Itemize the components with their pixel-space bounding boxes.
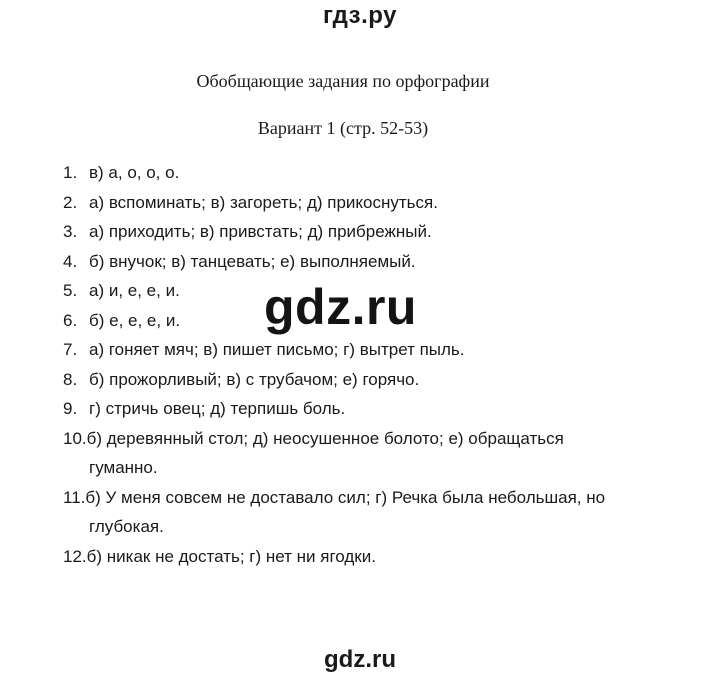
answer-number: 8.: [63, 369, 78, 389]
answer-item: [63, 188, 683, 218]
answer-number: 11.: [63, 487, 86, 507]
answer-number: 12.: [63, 546, 87, 566]
answer-number: 2.: [63, 192, 78, 212]
answer-item: [63, 542, 683, 572]
answer-continuation: глубокая.: [89, 517, 164, 536]
answer-continuation: гуманно.: [89, 458, 158, 477]
answer-number: 7.: [63, 340, 78, 359]
answer-item: [63, 394, 683, 424]
answer-item: [63, 217, 683, 247]
answer-item: [63, 365, 683, 395]
answer-text: а) и, е, е, и.: [89, 281, 180, 300]
answer-text: а) гоняет мяч; в) пишет письмо; г) вытрет пыль.: [89, 340, 465, 359]
answer-item: [63, 247, 683, 277]
answer-number: 3.: [63, 222, 78, 241]
answer-number: 10.: [63, 428, 87, 448]
answer-text: б) деревянный стол; д) неосушенное болото; е) обращаться: [86, 428, 564, 448]
answer-text: б) У меня совсем не доставало сил; г) Речка была небольшая, но: [85, 487, 606, 507]
answer-text: б) е, е, е, и.: [89, 310, 181, 330]
document-subtitle: Вариант 1 (стр. 52-53): [257, 118, 429, 138]
answer-number: 5.: [63, 281, 78, 300]
answer-text: б) внучок; в) танцевать; е) выполняемый.: [89, 251, 416, 271]
answer-item: [63, 158, 683, 188]
answer-number: 1.: [63, 163, 78, 182]
answer-text: а) вспоминать; в) загореть; д) прикоснуться.: [89, 192, 438, 212]
answer-text: б) прожорливый; в) с трубачом; е) горячо.: [89, 369, 420, 389]
document-title: Обобщающие задания по орфографии: [196, 71, 490, 91]
answer-text: а) приходить; в) привстать; д) прибрежный.: [89, 222, 432, 241]
answers-list: [63, 158, 683, 571]
answer-number: 4.: [63, 251, 78, 271]
answer-text: б) никак не достать; г) нет ни ягодки.: [86, 546, 376, 566]
answer-item: [63, 483, 683, 542]
answer-number: 6.: [63, 310, 78, 330]
answer-text: в) а, о, о, о.: [89, 163, 180, 182]
answer-item: [63, 335, 683, 365]
header-watermark: гдз.ру: [323, 2, 397, 29]
footer-watermark: gdz.ru: [324, 646, 396, 673]
answer-item: [63, 424, 683, 483]
center-watermark: gdz.ru: [264, 279, 417, 335]
answer-number: 9.: [63, 399, 78, 418]
answer-text: г) стричь овец; д) терпишь боль.: [89, 399, 346, 418]
